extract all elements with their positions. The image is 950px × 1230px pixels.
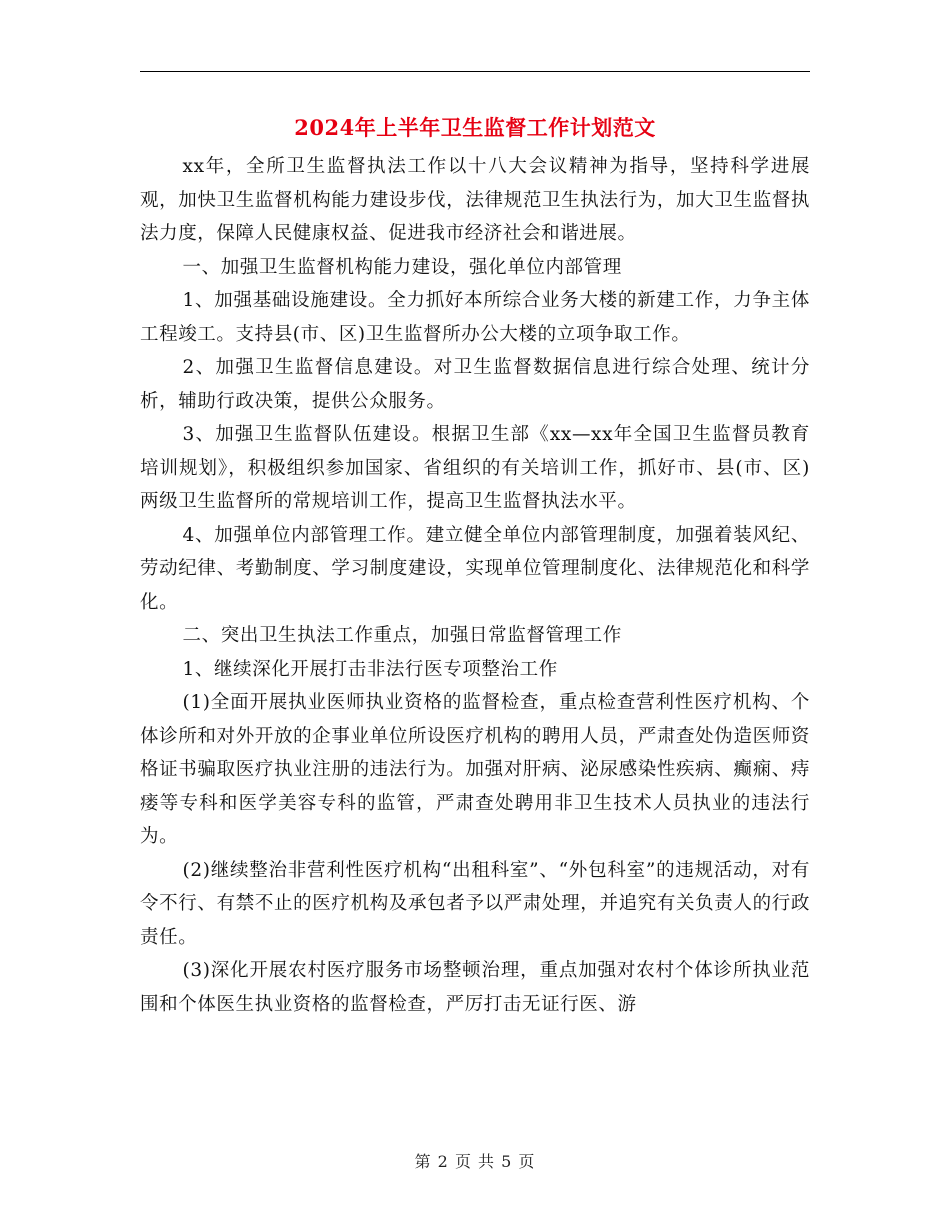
document-title: 2024年上半年卫生监督工作计划范文 bbox=[294, 115, 656, 140]
paragraph-item-3: (3)深化开展农村医疗服务市场整顿治理，重点加强对农村个体诊所执业范围和个体医生执业资格的监督检查，严厉打击无证行医、游 bbox=[140, 960, 810, 1015]
paragraph-team: 3、加强卫生监督队伍建设。根据卫生部《xx—xx年全国卫生监督员教育培训规划》，积极组织参加国家、省组织的有关培训工作，抓好市、县(市、区)两级卫生监督所的常规培训工作，提高卫生监督执法水平。 bbox=[140, 424, 810, 512]
paragraph-information: 2、加强卫生监督信息建设。对卫生监督数据信息进行综合处理、统计分析，辅助行政决策，提供公众服务。 bbox=[140, 357, 810, 412]
paragraph-intro: xx年，全所卫生监督执法工作以十八大会议精神为指导，坚持科学进展观，加快卫生监督机构能力建设步伐，法律规范卫生执法行为，加大卫生监督执法力度，保障人民健康权益、促进我市经济社会和谐进展。 bbox=[140, 156, 810, 244]
document-body bbox=[140, 150, 810, 1021]
subsection-heading-1: 1、继续深化开展打击非法行医专项整治工作 bbox=[182, 658, 558, 680]
paragraph-item-2: (2)继续整治非营利性医疗机构“出租科室”、“外包科室”的违规活动，对有令不行、有禁不止的医疗机构及承包者予以严肃处理，并追究有关负责人的行政责任。 bbox=[140, 859, 810, 948]
section-heading-2: 二、突出卫生执法工作重点，加强日常监督管理工作 bbox=[182, 625, 622, 646]
header-rule bbox=[140, 71, 810, 72]
paragraph-internal-management: 4、加强单位内部管理工作。建立健全单位内部管理制度，加强着装风纪、劳动纪律、考勤制度、学习制度建设，实现单位管理制度化、法律规范化和科学化。 bbox=[140, 524, 810, 613]
paragraph-item-1: (1)全面开展执业医师执业资格的监督检查，重点检查营利性医疗机构、个体诊所和对外开放的企事业单位所设医疗机构的聘用人员，严肃查处伪造医师资格证书骗取医疗执业注册的违法行为。加强对肝病、泌尿感染性疾病、癫痫、痔瘘等专科和医学美容专科的监管，严肃查处聘用非卫生技术人员执业的违法行为。 bbox=[140, 692, 810, 847]
paragraph-infrastructure: 1、加强基础设施建设。全力抓好本所综合业务大楼的新建工作，力争主体工程竣工。支持县(市、区)卫生监督所办公大楼的立项争取工作。 bbox=[140, 290, 810, 345]
page-number-footer: 第 2 页 共 5 页 bbox=[414, 1152, 536, 1171]
section-heading-1: 一、加强卫生监督机构能力建设，强化单位内部管理 bbox=[182, 256, 622, 278]
